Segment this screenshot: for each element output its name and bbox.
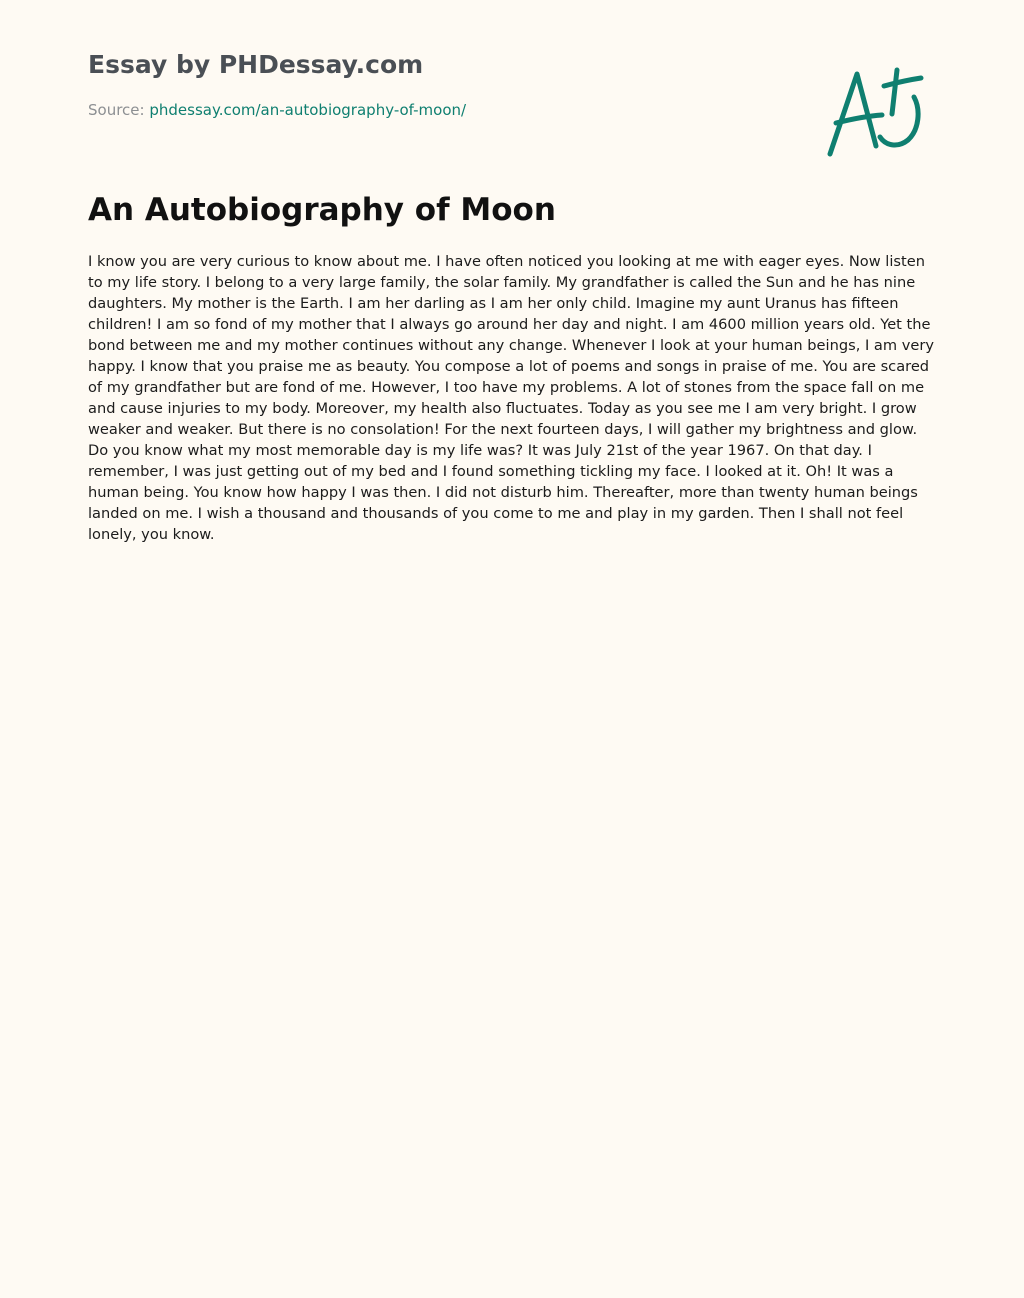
essay-body: I know you are very curious to know about me. I have often noticed you looking at me with eager eyes. Now listen to my life story. I belong to a very large family, the solar family. My grandfather is called the Sun and he has nine daughters. My mother is the Earth. I am her darling as I am her only child. Imagine my aunt Uranus has fifteen children! I am so fond of my mother that I always go around her day and night. I am 4600 million years old. Yet the bond between me and my mother continues without any change. Whenever I look at your human beings, I am very happy. I know that you praise me as beauty. You compose a lot of poems and songs in praise of me. You are scared of my grandfather but are fond of me. However, I too have my problems. A lot of stones from the space fall on me and cause injuries to my body. Moreover, my health also fluctuates. Today as you see me I am very bright. I grow weaker and weaker. But there is no consolation! For the next fourteen days, I will gather my brightness and glow. Do you know what my most memorable day is my life was? It was July 21st of the year 1967. On that day. I remember, I was just getting out of my bed and I found something tickling my face. I looked at it. Oh! It was a human being. You know how happy I was then. I did not disturb him. Thereafter, more than twenty human beings landed on me. I wish a thousand and thousands of you come to me and play in my garden. Then I shall not feel lonely, you know. bbox=[88, 253, 934, 543]
source-label: Source: bbox=[88, 101, 145, 119]
essay-title: An Autobiography of Moon bbox=[88, 192, 556, 228]
page-header bbox=[88, 48, 788, 120]
a-plus-grade-icon bbox=[820, 62, 930, 162]
site-brand: Essay by PHDessay.com bbox=[88, 50, 424, 79]
source-link[interactable]: phdessay.com/an-autobiography-of-moon/ bbox=[149, 101, 467, 119]
source-line bbox=[88, 100, 788, 120]
